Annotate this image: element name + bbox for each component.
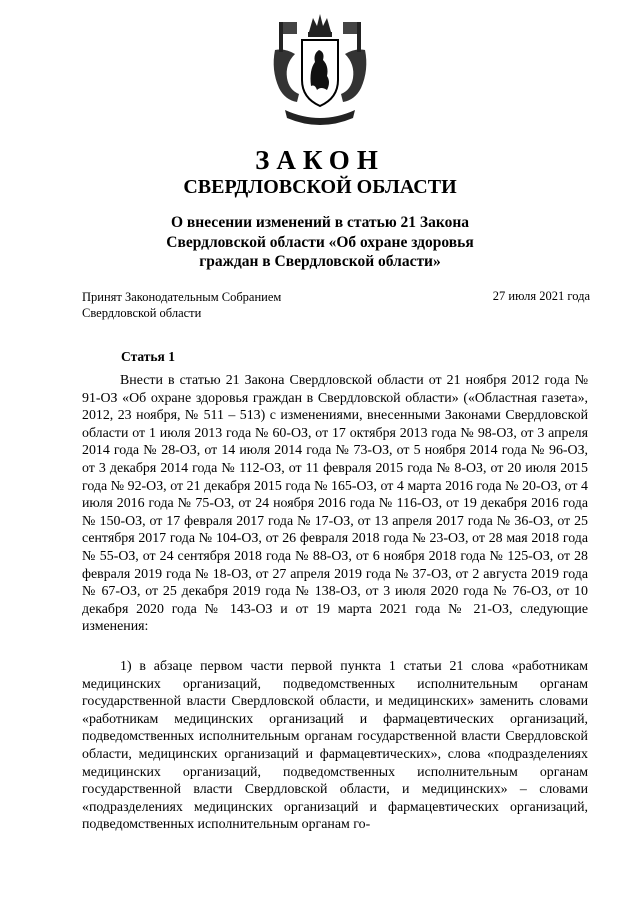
adopted-by: Принят Законодательным Собранием Свердловской области — [82, 290, 282, 320]
coat-of-arms-emblem — [265, 10, 375, 130]
adoption-date: 27 июля 2021 года — [492, 289, 590, 303]
coat-of-arms-icon — [265, 10, 375, 130]
paragraph-text: Внести в статью 21 Закона Свердловской области от 21 ноября 2012 года № 91-ОЗ «Об охране здоровья граждан в Свердловской области» («Областная газета», 2012, 23 ноября, № 511 – 513) с изменениями, внесенными Законами Свердловской области от 1 июля 2013 года № 60-ОЗ, от 17 октября 2013 года № 98-ОЗ, от 3 апреля 2014 года № 28-ОЗ, от 14 июля 2014 года № 73-ОЗ, от 5 ноября 2014 года № 96-ОЗ, от 3 декабря 2014 года № 112-ОЗ, от 11 февраля 2015 года № 8-ОЗ, от 20 июля 2015 года № 92-ОЗ, от 21 декабря 2015 года № 165-ОЗ, от 4 марта 2016 года № 20-ОЗ, от 4 июля 2016 года № 75-ОЗ, от 24 ноября 2016 года № 116-ОЗ, от 19 декабря 2016 года № 150-ОЗ, от 17 февраля 2017 года № 17-ОЗ, от 13 апреля 2017 года № 36-ОЗ, от 25 сентября 2017 года № 104-ОЗ, от 26 февраля 2018 года № 23-ОЗ, от 28 мая 2018 года № 55-ОЗ, от 24 сентября 2018 года № 88-ОЗ, от 6 ноября 2018 года № 125-ОЗ, от 28 февраля 2019 года № 18-ОЗ, от 27 апреля 2019 года № 37-ОЗ, от 2 августа 2019 года № 67-ОЗ, от 25 декабря 2019 года № 138-ОЗ, от 3 июля 2020 года № 76-ОЗ, от 10 декабря 2020 года № 143-ОЗ и от 19 марта 2021 года № 21-ОЗ, следующие изменения: — [82, 373, 588, 635]
article-paragraph — [82, 372, 588, 636]
article-paragraph — [82, 658, 588, 834]
paragraph-text: 1) в абзаце первом части первой пункта 1 статьи 21 слова «работникам медицинских организаций, подведомственных исполнительным органам государственной власти Свердловской области, и медицинских» заменить словами «работникам медицинских организаций и фармацевтических организаций, подведомственных исполнительным органам государственной власти Свердловской области, медицинских организаций и фармацевтических», слова «подразделениях медицинских организаций, подведомственных исполнительным органам государственной власти Свердловской области, и медицинских» – словами «подразделениях медицинских организаций и фармацевтических организаций, подведомственных исполнительным органам го- — [82, 659, 588, 833]
article-heading: Статья 1 — [121, 349, 175, 364]
region-title: СВЕРДЛОВСКОЙ ОБЛАСТИ — [183, 176, 457, 198]
law-subtitle: О внесении изменений в статью 21 Закона Свердловской области «Об охране здоровья граждан в Свердловской области» — [166, 214, 474, 270]
law-title: ЗАКОН — [255, 145, 385, 175]
